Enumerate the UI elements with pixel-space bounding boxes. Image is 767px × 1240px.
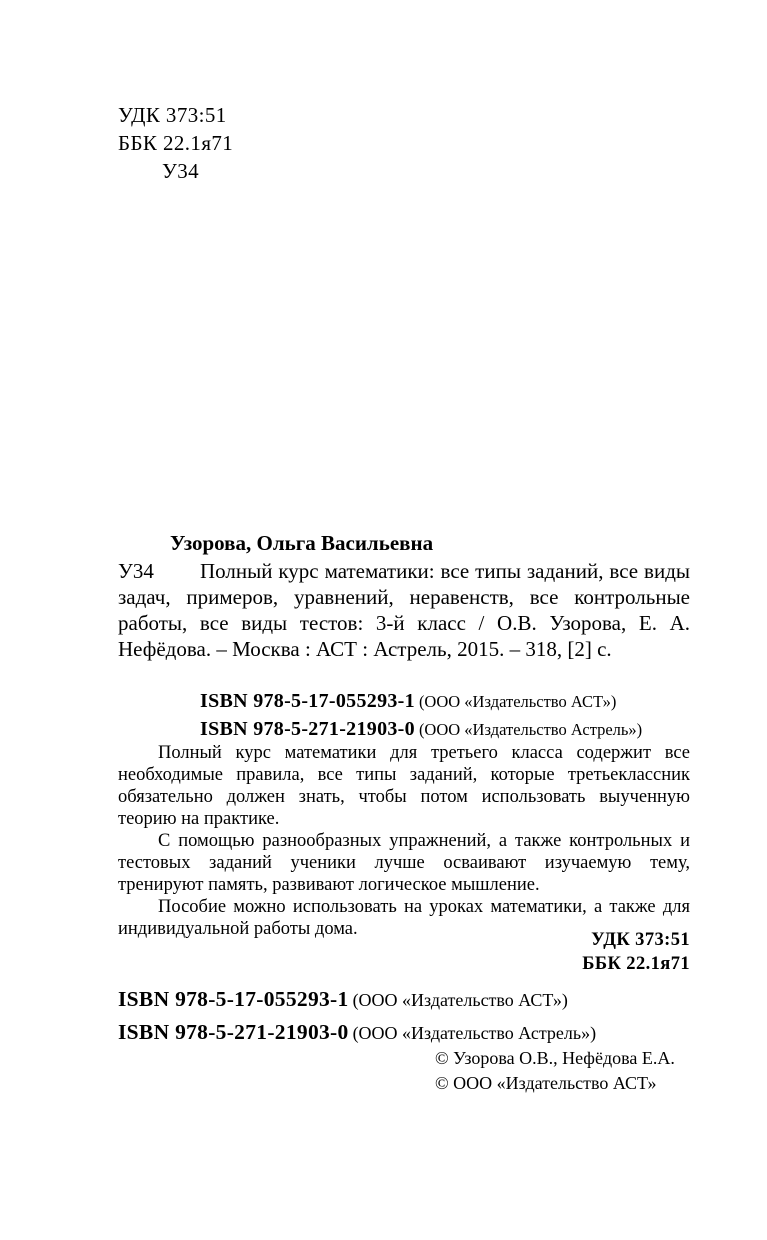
isbn-number-2: ISBN 978-5-271-21903-0 <box>200 718 415 740</box>
isbn-bottom-publisher-1: (ООО «Издательство АСТ») <box>352 990 568 1010</box>
isbn-bottom-line-1 <box>118 984 690 1017</box>
isbn-bottom-number-2: ISBN 978-5-271-21903-0 <box>118 1020 349 1044</box>
bbk-code-top: ББК 22.1я71 <box>118 131 234 155</box>
annotation-block <box>118 742 690 940</box>
isbn-bottom-number-1: ISBN 978-5-17-055293-1 <box>118 987 349 1011</box>
copyright-publisher: © ООО «Издательство АСТ» <box>435 1073 657 1093</box>
bibliographic-description: Полный курс математики: все типы заданий, все виды задач, примеров, уравнений, неравенств, все контрольные работы, все виды тестов: 3-й класс / О.В. Узорова, Е. А. Нефёдова. – Москва : АСТ : Астрель, 2015. – 318, [2] с. <box>118 559 690 661</box>
annotation-paragraph-3: Пособие можно использовать на уроках математики, а также для индивидуальной работы дома. <box>118 897 690 939</box>
author-sign-entry: У34 <box>118 559 154 583</box>
isbn-block-bottom <box>118 984 690 1050</box>
isbn-line-2 <box>200 716 690 744</box>
isbn-bottom-publisher-2: (ООО «Издательство Астрель») <box>352 1023 597 1043</box>
isbn-number-1: ISBN 978-5-17-055293-1 <box>200 690 415 712</box>
author-heading: Узорова, Ольга Васильевна <box>170 531 434 555</box>
right-codes-block <box>118 928 690 976</box>
author-sign-top: У34 <box>162 159 200 183</box>
bbk-code-right: ББК 22.1я71 <box>582 954 690 974</box>
udk-code-right: УДК 373:51 <box>591 930 690 950</box>
annotation-paragraph-1: Полный курс математики для третьего класса содержит все необходимые правила, все типы заданий, которые третьеклассник обязательно должен знать, чтобы потом использовать выученную теорию на практике. <box>118 743 690 829</box>
copyright-block <box>118 1046 690 1096</box>
isbn-publisher-2: (ООО «Издательство Астрель») <box>418 720 643 739</box>
annotation-paragraph-2: С помощью разнообразных упражнений, а также контрольных и тестовых заданий ученики лучше осваивают изучаемую тему, тренируют память, развивают логическое мышление. <box>118 831 690 895</box>
isbn-line-1 <box>200 688 690 716</box>
catalog-entry <box>118 558 690 662</box>
udk-code-top: УДК 373:51 <box>118 103 227 127</box>
copyright-authors: © Узорова О.В., Нефёдова Е.А. <box>435 1048 675 1068</box>
top-codes-block <box>118 101 690 185</box>
isbn-block-middle <box>118 688 690 744</box>
isbn-publisher-1: (ООО «Издательство АСТ») <box>418 692 617 711</box>
